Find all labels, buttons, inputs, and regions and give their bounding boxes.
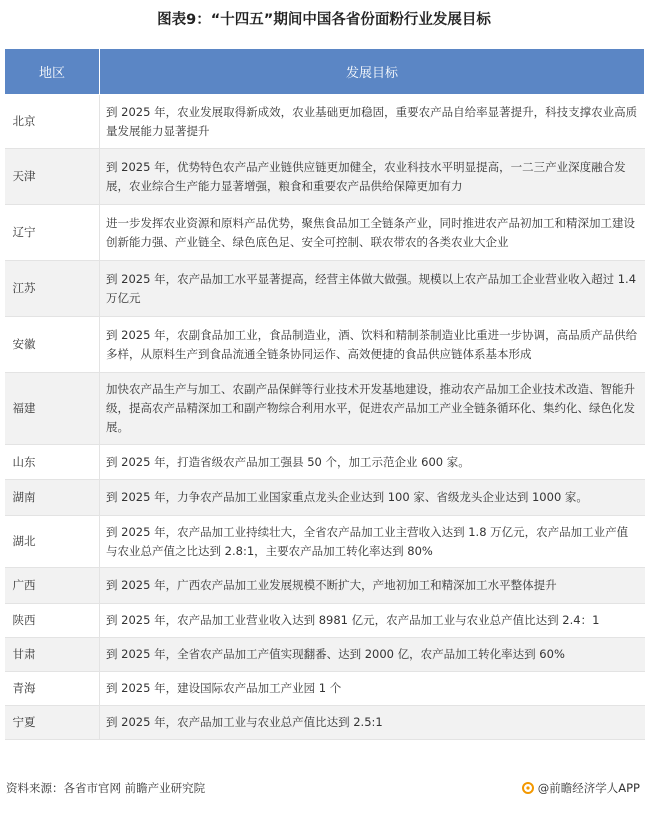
table-row bbox=[5, 445, 645, 480]
table-row bbox=[5, 604, 645, 638]
goal-cell: 到 2025 年，农产品加工业与农业总产值比达到 2.5:1 bbox=[100, 706, 645, 740]
goal-cell: 到 2025 年，力争农产品加工业国家重点龙头企业达到 100 家、省级龙头企业达到 1000 家。 bbox=[100, 480, 645, 516]
footer bbox=[0, 780, 648, 800]
region-cell: 湖北 bbox=[5, 516, 100, 568]
table-header-row bbox=[5, 49, 645, 95]
header-region: 地区 bbox=[5, 49, 100, 95]
region-cell: 广西 bbox=[5, 568, 100, 604]
brand-credit bbox=[522, 780, 640, 796]
table-row bbox=[5, 568, 645, 604]
region-cell: 宁夏 bbox=[5, 706, 100, 740]
goals-table bbox=[4, 48, 645, 740]
page-title: 图表9：“十四五”期间中国各省份面粉行业发展目标 bbox=[157, 12, 491, 28]
goal-cell: 到 2025 年，全省农产品加工产值实现翻番、达到 2000 亿，农产品加工转化率达到 60% bbox=[100, 638, 645, 672]
source-note: 资料来源：各省市官网 前瞻产业研究院 bbox=[6, 781, 206, 795]
region-cell: 天津 bbox=[5, 149, 100, 205]
table-row bbox=[5, 95, 645, 149]
table-row bbox=[5, 317, 645, 373]
region-cell: 江苏 bbox=[5, 261, 100, 317]
table-row bbox=[5, 638, 645, 672]
header-goal: 发展目标 bbox=[100, 49, 645, 95]
region-cell: 安徽 bbox=[5, 317, 100, 373]
region-cell: 青海 bbox=[5, 672, 100, 706]
goal-cell: 到 2025 年，农副食品加工业，食品制造业，酒、饮料和精制茶制造业比重进一步协调，高品质产品供给多样，从原料生产到食品流通全链条协同运作、高效便捷的食品供应链体系基本形成 bbox=[100, 317, 645, 373]
region-cell: 北京 bbox=[5, 95, 100, 149]
goal-cell: 到 2025 年，优势特色农产品产业链供应链更加健全，农业科技水平明显提高，一二三产业深度融合发展，农业综合生产能力显著增强，粮食和重要农产品供给保障更加有力 bbox=[100, 149, 645, 205]
goal-cell: 到 2025 年，建设国际农产品加工产业园 1 个 bbox=[100, 672, 645, 706]
table-row bbox=[5, 672, 645, 706]
goal-cell: 加快农产品生产与加工、农副产品保鲜等行业技术开发基地建设，推动农产品加工企业技术改造、智能升级，提高农产品精深加工和副产物综合利用水平，促进农产品加工产业全链条循环化、集约化、绿色化发展。 bbox=[100, 373, 645, 445]
brand-logo-icon bbox=[522, 782, 534, 794]
region-cell: 甘肃 bbox=[5, 638, 100, 672]
table-row bbox=[5, 149, 645, 205]
goal-cell: 到 2025 年，农产品加工业营业收入达到 8981 亿元，农产品加工业与农业总产值比达到 2.4：1 bbox=[100, 604, 645, 638]
table-row bbox=[5, 261, 645, 317]
region-cell: 辽宁 bbox=[5, 205, 100, 261]
table-row bbox=[5, 205, 645, 261]
table-row bbox=[5, 373, 645, 445]
table-row bbox=[5, 706, 645, 740]
brand-label: @前瞻经济学人APP bbox=[537, 781, 640, 795]
table-row bbox=[5, 480, 645, 516]
goal-cell: 到 2025 年，打造省级农产品加工强县 50 个，加工示范企业 600 家。 bbox=[100, 445, 645, 480]
goal-cell: 到 2025 年，农业发展取得新成效，农业基础更加稳固，重要农产品自给率显著提升，科技支撑农业高质量发展能力显著提升 bbox=[100, 95, 645, 149]
goal-cell: 到 2025 年，农产品加工业持续壮大，全省农产品加工业主营收入达到 1.8 万亿元，农产品加工业产值与农业总产值之比达到 2.8:1，主要农产品加工转化率达到 80% bbox=[100, 516, 645, 568]
region-cell: 福建 bbox=[5, 373, 100, 445]
table-row bbox=[5, 516, 645, 568]
goal-cell: 到 2025 年，农产品加工水平显著提高，经营主体做大做强。规模以上农产品加工企业营业收入超过 1.4 万亿元 bbox=[100, 261, 645, 317]
region-cell: 陕西 bbox=[5, 604, 100, 638]
goal-cell: 到 2025 年，广西农产品加工业发展规模不断扩大，产地初加工和精深加工水平整体提升 bbox=[100, 568, 645, 604]
region-cell: 湖南 bbox=[5, 480, 100, 516]
region-cell: 山东 bbox=[5, 445, 100, 480]
goal-cell: 进一步发挥农业资源和原料产品优势，聚焦食品加工全链条产业，同时推进农产品初加工和精深加工建设创新能力强、产业链全、绿色底色足、安全可控制、联农带农的各类农业大企业 bbox=[100, 205, 645, 261]
